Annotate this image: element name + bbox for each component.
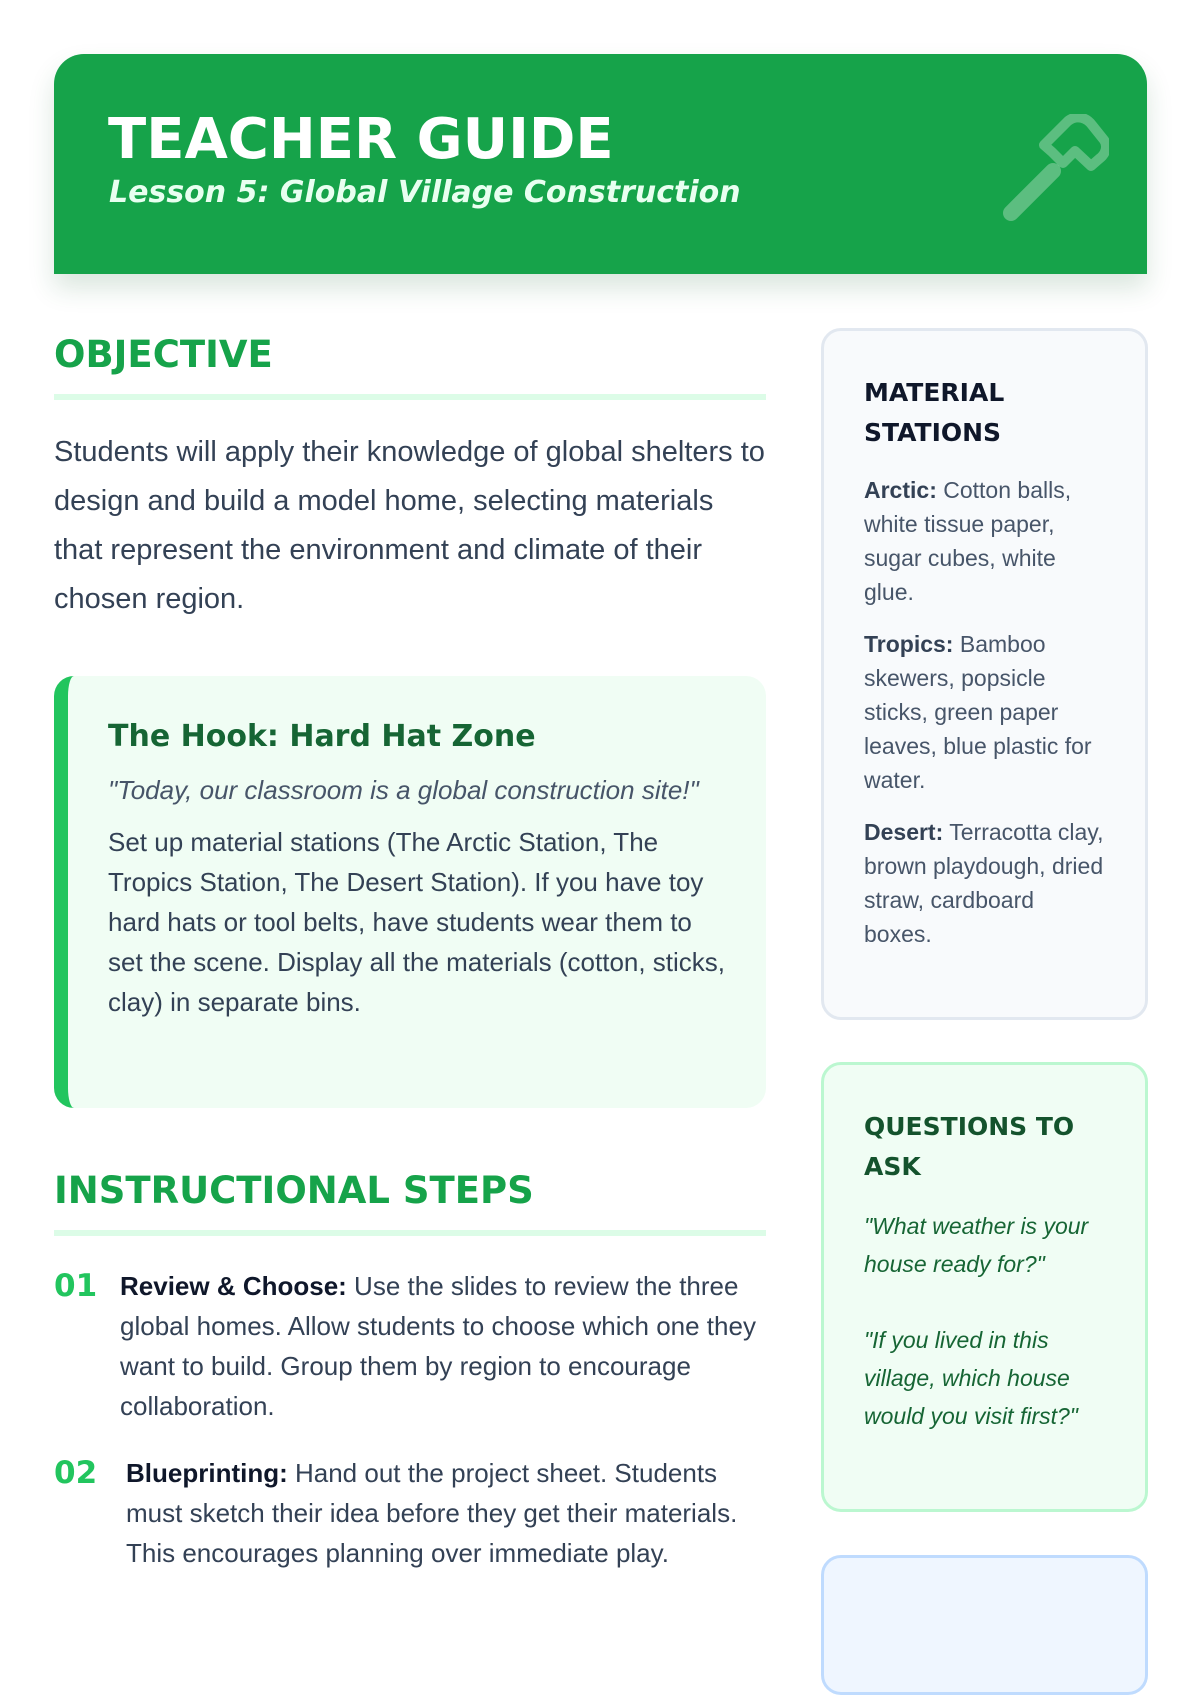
material-stations-title: MATERIAL STATIONS <box>864 378 1005 447</box>
hook-body: Set up material stations (The Arctic Station, The Tropics Station, The Desert Station). If you have toy hard hats or tool belts, have students wear them to set the scene. Display all the materials (cotton, sticks, clay) in separate bins. <box>108 827 726 1017</box>
step-text <box>120 1266 766 1426</box>
step-number: 02 <box>54 1455 98 1491</box>
step-number: 01 <box>54 1268 98 1304</box>
step-description: Use the slides to review the three global homes. Allow students to choose which one they want to build. Group them by region to encourage collaboration. <box>120 1271 756 1421</box>
objective-heading: OBJECTIVE <box>54 334 766 400</box>
question-item: "What weather is your house ready for?" <box>864 1213 1089 1277</box>
step-description: Hand out the project sheet. Students must sketch their idea before they get their materials. This encourages planning over immediate play. <box>126 1458 738 1568</box>
material-label: Desert: <box>864 819 944 845</box>
question-item: "If you lived in this village, which house would you visit first?" <box>864 1327 1078 1429</box>
hook-callout <box>54 676 766 1108</box>
material-item-desert <box>864 815 1105 951</box>
material-item-arctic <box>864 473 1105 609</box>
page-title: TEACHER GUIDE <box>108 107 614 172</box>
info-card <box>821 1555 1148 1695</box>
hook-title: The Hook: Hard Hat Zone <box>108 719 536 754</box>
step-item <box>54 1266 766 1426</box>
header-banner <box>54 54 1147 274</box>
material-description: Terracotta clay, brown playdough, dried straw, cardboard boxes. <box>864 819 1104 947</box>
questions-title: QUESTIONS TO ASK <box>864 1112 1075 1181</box>
steps-heading: INSTRUCTIONAL STEPS <box>54 1170 766 1236</box>
step-item <box>54 1453 766 1573</box>
hook-quote: "Today, our classroom is a global construction site!" <box>108 775 699 805</box>
material-description: Bamboo skewers, popsicle sticks, green paper leaves, blue plastic for water. <box>864 631 1092 793</box>
step-label: Blueprinting: <box>126 1458 288 1488</box>
material-description: Cotton balls, white tissue paper, sugar cubes, white glue. <box>864 477 1072 605</box>
hammer-icon <box>989 114 1109 224</box>
objective-text: Students will apply their knowledge of global shelters to design and build a model home, selecting materials that represent the environment and climate of their chosen region. <box>54 436 765 615</box>
step-label: Review & Choose: <box>120 1271 347 1301</box>
questions-card <box>821 1062 1148 1512</box>
material-label: Tropics: <box>864 631 954 657</box>
material-item-tropics <box>864 627 1105 797</box>
step-text <box>126 1453 766 1573</box>
material-stations-card <box>821 328 1148 1020</box>
material-label: Arctic: <box>864 477 937 503</box>
lesson-subtitle: Lesson 5: Global Village Construction <box>109 175 741 210</box>
